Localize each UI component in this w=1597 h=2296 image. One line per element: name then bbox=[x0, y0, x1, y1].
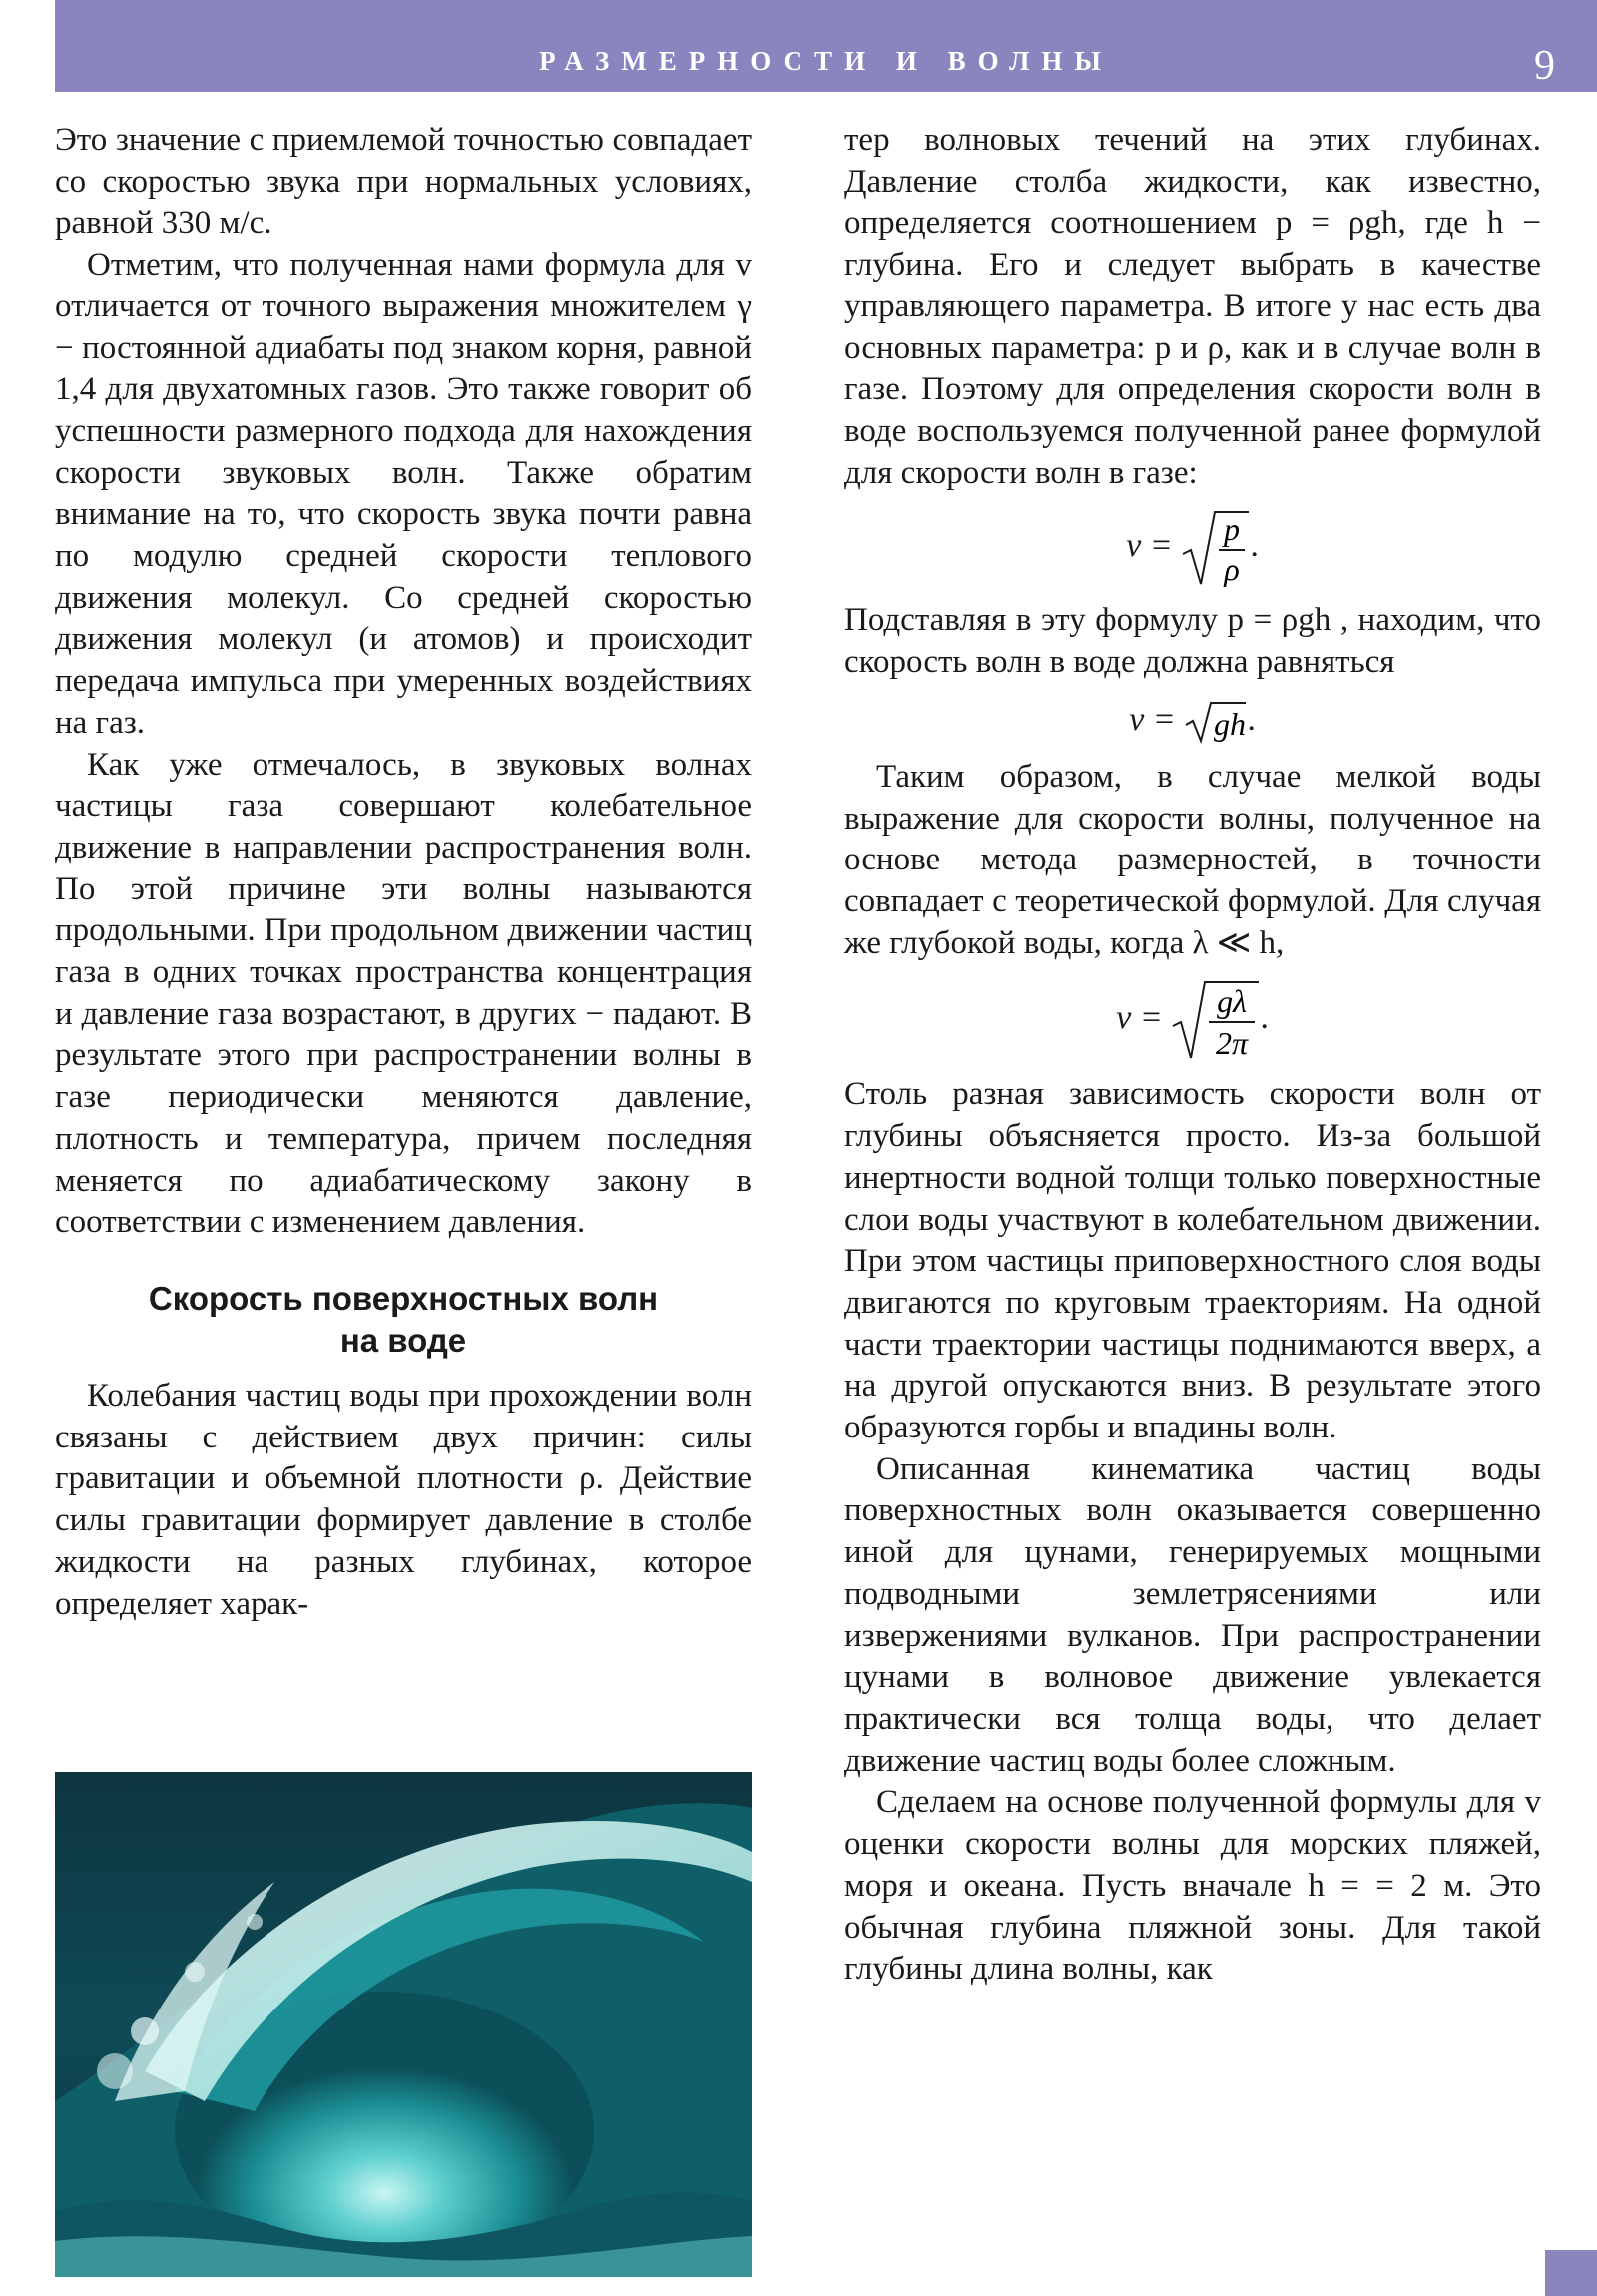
right-column bbox=[844, 120, 1541, 1991]
paragraph: Как уже отмечалось, в звуковых волнах частицы газа совершают колебательное движение в направлении распространения волн. По этой причине эти волны называются продольными. При продольном движении частиц газа в одних точках пространства концентрация и давление газа возрастают, в других − падают. В результате этого при распространении волны в газе периодически меняются давление, плотность и температура, причем последняя меняется по адиабатическому закону в соответствии с изменением давления. bbox=[55, 746, 752, 1241]
sqrt-fraction bbox=[1181, 508, 1251, 588]
paragraph: Подставляя в эту формулу p = ρgh , находим, что скорость волн в воде должна равняться bbox=[844, 602, 1541, 681]
formula-lhs: v = bbox=[1129, 700, 1176, 738]
fraction-numerator: p bbox=[1224, 511, 1241, 548]
paragraph: Таким образом, в случае мелкой воды выражение для скорости волны, полученное на основе метода размерностей, в точности совпадает с теоретической формулой. Для случая же глубокой воды, когда λ ≪ h, bbox=[844, 758, 1541, 961]
section-title bbox=[55, 1278, 752, 1362]
section-title-line: Скорость поверхностных волн bbox=[148, 1279, 659, 1317]
sqrt bbox=[1184, 699, 1248, 745]
formula-lhs: v = bbox=[1116, 999, 1163, 1037]
formula-period: . bbox=[1251, 527, 1260, 565]
page-corner-tab bbox=[1545, 2250, 1597, 2296]
paragraph: Колебания частиц воды при прохождении волн связаны с действием двух причин: силы гравитации и объемной плотности ρ. Действие силы гравитации формирует давление в столбе жидкости на разных глубинах, которое определяет харак- bbox=[55, 1377, 752, 1622]
paragraph: Столь разная зависимость скорости волн от глубины объясняется просто. Из-за большой инертности водной толщи только поверхностные слои воды участвуют в колебательном движении. При этом частицы приповерхностного слоя воды двигаются по круговым траекториям. На одной части траектории частицы поднимаются вверх, а на другой опускаются вниз. В результате этого образуются горбы и впадины волн. bbox=[844, 1076, 1541, 1446]
radicand: gh bbox=[1214, 705, 1247, 742]
paragraph: Отметим, что полученная нами формула для v отличается от точного выражения множителем γ − постоянной адиабаты под знаком корня, равной 1,4 для двухатомных газов. Это также говорит об успешности размерного подхода для нахождения скорости звуковых волн. Также обратим внимание на то, что скорость звука почти равна по модулю средней скорости теплового движения молекул. Со средней скоростью движения молекул (и атомов) и происходит передача импульса при умеренных воздействиях на газ. bbox=[55, 247, 752, 741]
paragraph: Описанная кинематика частиц воды поверхностных волн оказывается совершенно иной для цунами, генерируемых мощными подводными землетрясениями или извержениями вулканов. При распространении цунами в волновое движение увлекается практически вся толща воды, что делает движение частиц воды более сложным. bbox=[844, 1450, 1541, 1779]
left-column bbox=[55, 120, 752, 1625]
page-number: 9 bbox=[1534, 43, 1555, 89]
header-bar bbox=[55, 0, 1597, 92]
sqrt-fraction bbox=[1171, 978, 1261, 1062]
ocean-wave-photo bbox=[55, 1772, 752, 2277]
formula-period: . bbox=[1261, 999, 1270, 1037]
paragraph: Сделаем на основе полученной формулы для v оценки скорости волны для морских пляжей, моря и океана. Пусть вначале h = = 2 м. Это обычная глубина пляжной зоны. Для такой глубины длина волны, как bbox=[844, 1784, 1541, 1988]
paragraph: Это значение с приемлемой точностью совпадает со скоростью звука при нормальных условиях, равной 330 м/с. bbox=[55, 122, 752, 242]
fraction-denominator: 2π bbox=[1216, 1025, 1249, 1062]
paragraph: тер волновых течений на этих глубинах. Давление столба жидкости, как известно, определяется соотношением p = ρgh, где h − глубина. Его и следует выбрать в качестве управляющего параметра. В итоге у нас есть два основных параметра: p и ρ, как и в случае волн в газе. Поэтому для определения скорости волн в воде воспользуемся полученной ранее формулой для скорости волн в газе: bbox=[844, 122, 1541, 491]
formula-gas-wave-speed bbox=[844, 508, 1541, 588]
running-title: РАЗМЕРНОСТИ И ВОЛНЫ bbox=[539, 46, 1113, 76]
formula-shallow-water bbox=[844, 698, 1541, 745]
formula-period: . bbox=[1248, 700, 1257, 738]
section-title-line: на воде bbox=[339, 1321, 467, 1359]
formula-deep-water bbox=[844, 978, 1541, 1062]
fraction-denominator: ρ bbox=[1224, 551, 1240, 588]
fraction-numerator: gλ bbox=[1217, 983, 1248, 1020]
formula-lhs: v = bbox=[1126, 527, 1173, 565]
